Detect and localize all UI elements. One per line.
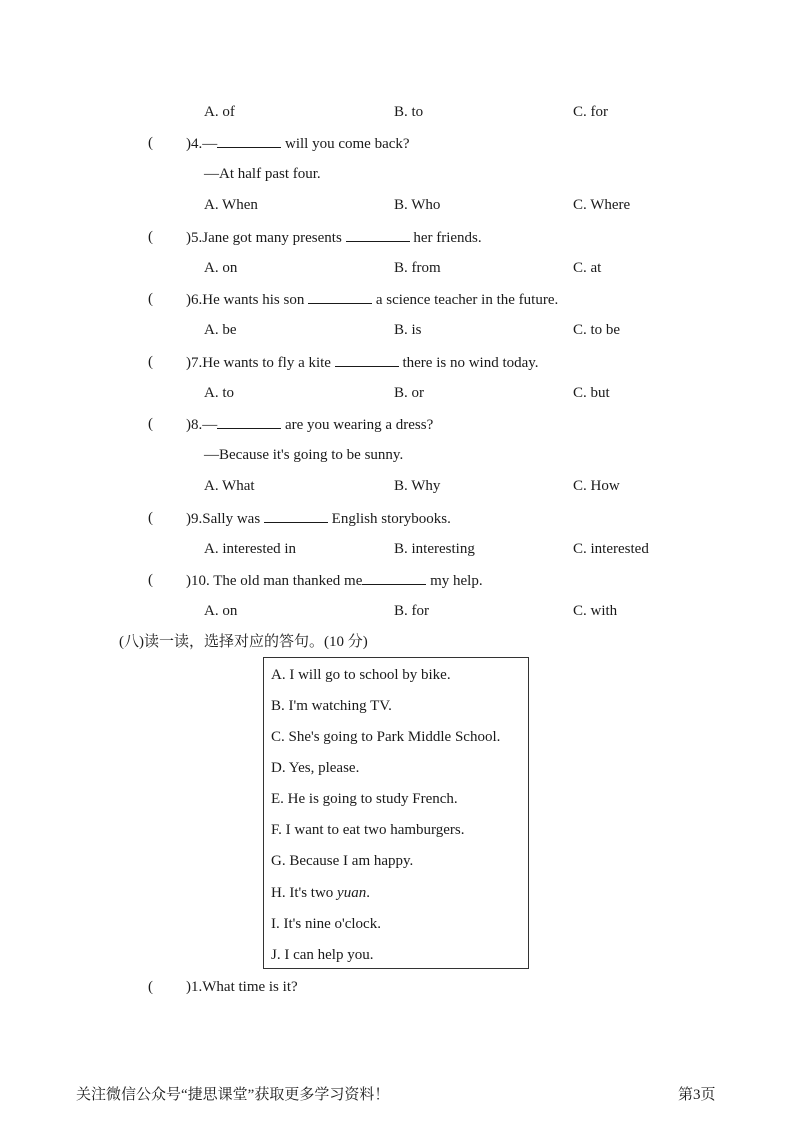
answer-option-h (271, 883, 370, 903)
answer-option-f: F. I want to eat two hamburgers. (271, 822, 465, 838)
q4-blank (217, 133, 281, 148)
q8-suffix: are you wearing a dress? (281, 417, 434, 433)
q9-paren-close: ) (186, 511, 191, 527)
answer-option-d: D. Yes, please. (271, 760, 360, 776)
s8-q1-answer-paren-open: ( (148, 979, 153, 995)
q9-prefix: 9.Sally was (191, 511, 264, 527)
q8-option-a: A. What (204, 478, 255, 494)
answer-option-h-prefix: H. It's two (271, 885, 338, 901)
q10-option-c: C. with (573, 603, 618, 619)
q5-blank (346, 227, 410, 242)
answer-option-h-suffix: . (366, 885, 370, 901)
q8-option-b: B. Why (394, 478, 441, 494)
q10-option-a: A. on (204, 603, 238, 619)
q4-prefix: 4.— (191, 136, 218, 152)
s8-q1-paren-close: ) (186, 979, 191, 995)
q10-prefix: 10. The old man thanked me (191, 573, 363, 589)
q9-question (186, 508, 451, 529)
q5-option-a: A. on (204, 260, 238, 276)
q10-answer-paren-open: ( (148, 572, 153, 588)
q4-answer-paren-open: ( (148, 135, 153, 151)
q4-paren-close: ) (186, 136, 191, 152)
top-option-b: B. to (394, 104, 424, 120)
q7-option-b: B. or (394, 385, 424, 401)
q7-question (186, 352, 539, 373)
top-option-a: A. of (204, 104, 235, 120)
q6-blank (308, 289, 372, 304)
q8-reply: —Because it's going to be sunny. (204, 447, 404, 463)
q5-option-c: C. at (573, 260, 602, 276)
q10-blank (362, 570, 426, 585)
answer-options-box (263, 657, 529, 969)
q7-blank (335, 352, 399, 367)
answer-option-c: C. She's going to Park Middle School. (271, 729, 501, 745)
q5-option-b: B. from (394, 260, 441, 276)
q8-blank (217, 414, 281, 429)
q5-suffix: her friends. (409, 230, 482, 246)
q6-option-a: A. be (204, 322, 237, 338)
q9-option-b: B. interesting (394, 541, 475, 557)
answer-option-h-italic: yuan (337, 885, 367, 901)
q8-prefix: 8.— (191, 417, 218, 433)
q9-suffix: English storybooks. (327, 511, 451, 527)
q4-option-c: C. Where (573, 197, 631, 213)
answer-option-b: B. I'm watching TV. (271, 698, 392, 714)
q9-blank (264, 508, 328, 523)
q10-option-b: B. for (394, 603, 429, 619)
footer-note: 关注微信公众号“捷思课堂”获取更多学习资料！ (76, 1087, 390, 1103)
q9-option-c: C. interested (573, 541, 649, 557)
answer-option-j: J. I can help you. (271, 947, 374, 963)
q7-suffix: there is no wind today. (398, 355, 539, 371)
q7-prefix: 7.He wants to fly a kite (191, 355, 335, 371)
q6-suffix: a science teacher in the future. (372, 292, 559, 308)
answer-option-i: I. It's nine o'clock. (271, 916, 381, 932)
q10-question (186, 570, 483, 591)
q5-prefix: 5.Jane got many presents (191, 230, 346, 246)
q4-question (186, 133, 410, 154)
q8-answer-paren-open: ( (148, 416, 153, 432)
q5-answer-paren-open: ( (148, 229, 153, 245)
top-option-c: C. for (573, 104, 608, 120)
q7-paren-close: ) (186, 355, 191, 371)
q6-option-b: B. is (394, 322, 422, 338)
q7-option-c: C. but (573, 385, 610, 401)
s8-q1-text: 1.What time is it? (191, 979, 298, 995)
answer-option-e: E. He is going to study French. (271, 791, 458, 807)
q6-paren-close: ) (186, 292, 191, 308)
answer-option-g: G. Because I am happy. (271, 853, 414, 869)
q6-prefix: 6.He wants his son (191, 292, 309, 308)
q7-answer-paren-open: ( (148, 354, 153, 370)
q4-option-a: A. When (204, 197, 258, 213)
answer-option-a: A. I will go to school by bike. (271, 667, 451, 683)
section8-heading: (八)读一读，选择对应的答句。(10 分) (119, 634, 368, 650)
q7-option-a: A. to (204, 385, 234, 401)
q4-option-b: B. Who (394, 197, 441, 213)
q8-option-c: C. How (573, 478, 620, 494)
q4-reply: —At half past four. (204, 166, 321, 182)
page-number: 第3页 (678, 1087, 716, 1103)
q4-suffix: will you come back? (281, 136, 410, 152)
q9-option-a: A. interested in (204, 541, 297, 557)
q6-answer-paren-open: ( (148, 291, 153, 307)
q5-paren-close: ) (186, 230, 191, 246)
q5-question (186, 227, 482, 248)
q10-paren-close: ) (186, 573, 191, 589)
s8-q1-question (186, 977, 298, 997)
q8-paren-close: ) (186, 417, 191, 433)
q8-question (186, 414, 433, 435)
q9-answer-paren-open: ( (148, 510, 153, 526)
q10-suffix: my help. (426, 573, 483, 589)
q6-option-c: C. to be (573, 322, 621, 338)
q6-question (186, 289, 558, 310)
